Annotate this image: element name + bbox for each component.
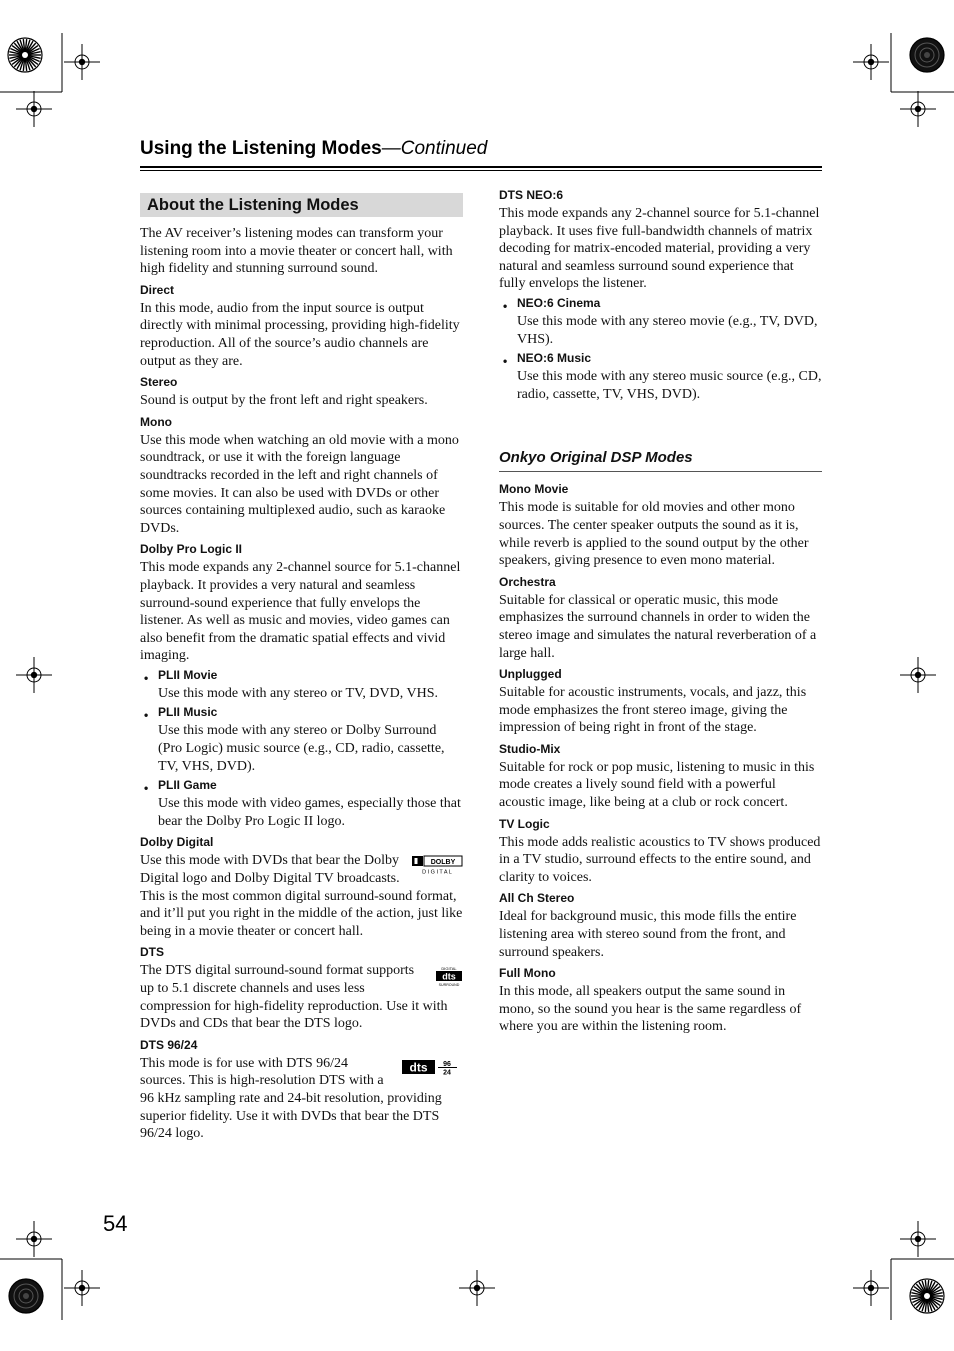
mode-text-dts: The DTS digital surround-sound format supports up to 5.1 discrete channels and uses less compression for high-fidelity reproduction. Use it with DVDs and CDs that bear the DTS logo. bbox=[140, 963, 448, 1032]
dsp-text-mono-movie: This mode is suitable for old movies and other mono sources. The center speaker outputs the sound as it is, while reverb is applied to the sound output by the other speakers, giving presence to even mono material. bbox=[499, 500, 809, 569]
intro-text: The AV receiver’s listening modes can transform your listening room into a movie theater or concert hall, with high fidelity and stunning surround sound. bbox=[140, 226, 453, 277]
mode-heading-direct: Direct bbox=[140, 282, 175, 297]
mode-text-dts-96-24: This mode is for use with DTS 96/24 sources. This is high-resolution DTS with a 96 kHz sampling rate and 24-bit resolution, providing superior fidelity. Use it with DVDs that bear the DTS 96/24 logo. bbox=[140, 1055, 442, 1142]
bullet-icon: • bbox=[144, 708, 149, 723]
submode-text: Use this mode with any stereo music source (e.g., CD, radio, cassette, TV, VHS, DVD). bbox=[517, 369, 822, 402]
submode-text: Use this mode with any stereo movie (e.g., TV, DVD, VHS). bbox=[517, 313, 818, 347]
dts-logo-mid: dts bbox=[442, 971, 456, 982]
header-rule bbox=[140, 166, 822, 168]
dsp-modes-title: Onkyo Original DSP Modes bbox=[499, 449, 822, 472]
mode-heading-dolby-pro-logic-ii: Dolby Pro Logic II bbox=[140, 542, 243, 557]
dts9624-logo-top: 96 bbox=[443, 1060, 451, 1068]
mode-heading-dts: DTS bbox=[140, 945, 164, 960]
header-rule-thin bbox=[140, 170, 822, 171]
dts-96-24-logo bbox=[401, 1058, 463, 1082]
dsp-heading-mono-movie: Mono Movie bbox=[499, 482, 569, 497]
dts-logo-top: DIGITAL bbox=[441, 966, 457, 972]
mode-text-dolby-pro-logic-ii: This mode expands any 2-channel source for 5.1-channel playback. It provides a very natural and seamless surround-sound experience that fully envelops the listener. As well as music and movies, video games can also benefit from the dramatic spatial effects and vivid imaging. bbox=[140, 560, 461, 664]
submode-text: Use this mode with any stereo or TV, DVD, VHS. bbox=[158, 685, 438, 701]
mode-text-stereo: Sound is output by the front left and right speakers. bbox=[140, 393, 428, 409]
mode-text-direct: In this mode, audio from the input source is output directly with minimal processing, providing high-fidelity reproduction. All of the source’s audio channels are output as they are. bbox=[140, 300, 460, 369]
submode-neo6-cinema bbox=[499, 296, 822, 348]
bullet-icon: • bbox=[503, 298, 508, 313]
submode-heading: PLII Movie bbox=[158, 667, 218, 682]
mode-heading-dts-neo6: DTS NEO:6 bbox=[499, 188, 564, 202]
dsp-text-orchestra: Suitable for classical or operatic music, this mode emphasizes the surround channels in order to widen the stereo image and simulates the natural reverberation of a large hall. bbox=[499, 592, 817, 661]
section-title: About the Listening Modes bbox=[140, 193, 463, 217]
right-column bbox=[499, 188, 822, 1036]
page-header bbox=[140, 138, 822, 160]
bullet-icon: • bbox=[503, 354, 508, 369]
submode-text: Use this mode with any stereo or Dolby Surround (Pro Logic) music source (e.g., CD, radio, cassette, TV, VHS, DVD). bbox=[158, 723, 445, 774]
dolby-logo-bottom: D I G I T A L bbox=[422, 869, 452, 876]
mode-text-dts-neo6: This mode expands any 2-channel source for 5.1-channel playback. It uses five full-bandwidth channels of matrix decoding for matrix-encoded material, providing a very natural and seamless surround sound experience that fully envelops the listener. bbox=[499, 206, 820, 292]
dolby-logo-top: DOLBY bbox=[430, 859, 456, 867]
mode-heading-stereo: Stereo bbox=[140, 375, 178, 390]
dsp-heading-unplugged: Unplugged bbox=[499, 667, 562, 682]
dts9624-logo-mid: dts bbox=[409, 1060, 428, 1075]
header-title: Using the Listening Modes bbox=[140, 138, 382, 159]
left-column bbox=[140, 193, 463, 1143]
header-continued: —Continued bbox=[381, 138, 488, 159]
submode-heading: PLII Music bbox=[158, 705, 218, 720]
dsp-text-full-mono: In this mode, all speakers output the same sound in mono, so the sound you hear is the same regardless of where you are within the listening room. bbox=[499, 984, 802, 1035]
dsp-heading-orchestra: Orchestra bbox=[499, 574, 556, 589]
mode-heading-dolby-digital: Dolby Digital bbox=[140, 835, 214, 850]
submode-plii-movie bbox=[140, 668, 463, 703]
mode-heading-dts-96-24: DTS 96/24 bbox=[140, 1037, 198, 1052]
bullet-icon: • bbox=[144, 781, 149, 796]
dsp-text-unplugged: Suitable for acoustic instruments, vocals, and jazz, this mode emphasizes the front stereo image, giving the impression of being right in front of the stage. bbox=[499, 685, 807, 736]
dsp-heading-tv-logic: TV Logic bbox=[499, 816, 550, 831]
mode-text-mono: Use this mode when watching an old movie with a mono soundtrack, or use it with the foreign language soundtracks recorded in the left and right channels of some movies. It can also be used with DVDs or other sources containing multiplexed audio, such as karaoke DVDs. bbox=[140, 432, 459, 536]
dsp-text-tv-logic: This mode adds realistic acoustics to TV shows produced in a TV studio, surround effects to the entire sound, and clarity to voices. bbox=[499, 834, 821, 885]
dts-logo bbox=[435, 965, 463, 993]
submode-heading: NEO:6 Cinema bbox=[517, 295, 601, 310]
dsp-heading-studio-mix: Studio-Mix bbox=[499, 741, 561, 756]
dsp-heading-all-ch-stereo: All Ch Stereo bbox=[499, 891, 575, 906]
submode-neo6-music bbox=[499, 351, 822, 403]
mode-heading-mono: Mono bbox=[140, 414, 172, 429]
mode-text-dolby-digital: Use this mode with DVDs that bear the Dolby Digital logo and Dolby Digital TV broadcasts. This is the most common digital surround-sound format, and it’ll put you right in the middle of the action, just like being in a movie theater or concert hall. bbox=[140, 853, 463, 939]
dsp-text-studio-mix: Suitable for rock or pop music, listening to music in this mode creates a lively sound field with a powerful acoustic image, like being at a club or rock concert. bbox=[499, 759, 815, 811]
submode-heading: NEO:6 Music bbox=[517, 351, 592, 366]
page-number: 54 bbox=[103, 1211, 128, 1236]
bullet-icon: • bbox=[144, 670, 149, 685]
submode-text: Use this mode with video games, especially those that bear the Dolby Pro Logic II logo. bbox=[158, 796, 461, 829]
dsp-text-all-ch-stereo: Ideal for background music, this mode fills the entire listening area with stereo sound from the front, and surround speakers. bbox=[499, 909, 797, 960]
dts9624-logo-bottom: 24 bbox=[443, 1069, 451, 1076]
submode-plii-music bbox=[140, 705, 463, 775]
dsp-heading-full-mono: Full Mono bbox=[499, 966, 556, 981]
dolby-digital-logo bbox=[411, 855, 463, 881]
dts-logo-bottom: SURROUND bbox=[438, 983, 460, 988]
submode-plii-game bbox=[140, 778, 463, 830]
submode-heading: PLII Game bbox=[158, 778, 217, 793]
